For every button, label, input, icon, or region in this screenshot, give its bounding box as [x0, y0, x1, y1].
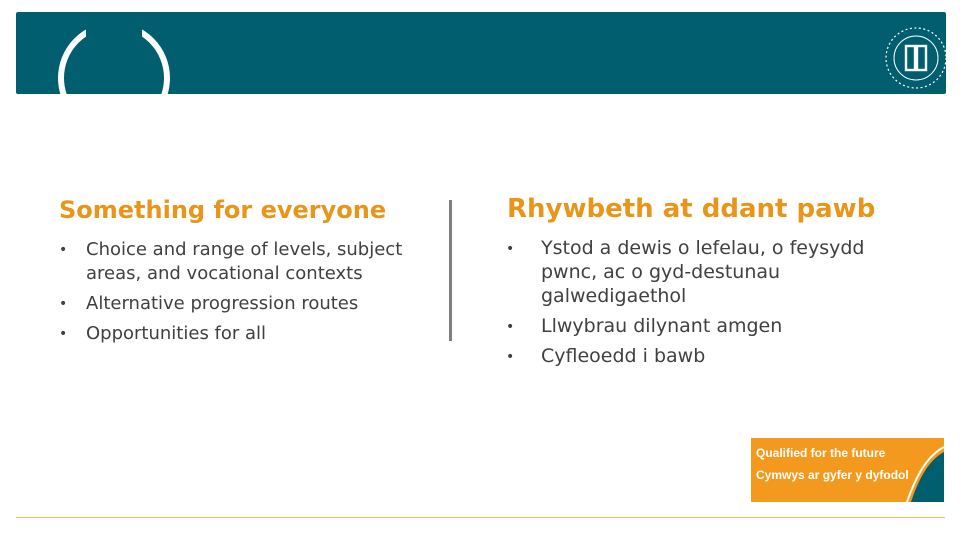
list-item: • Opportunities for all: [59, 323, 267, 344]
list-item: • Llwybrau dilynant amgen: [506, 315, 783, 337]
bullet-dot-icon: •: [59, 296, 68, 312]
bullet-dot-icon: •: [506, 319, 515, 335]
list-item: • Ystod a dewis o lefelau, o feysydd pwnc, ac o gyd-destunau galwedigaethol: [506, 237, 865, 307]
footer-rule: [16, 517, 945, 518]
bullet-dot-icon: •: [59, 326, 68, 342]
bullet-dot-icon: •: [59, 242, 68, 258]
list-item: • Choice and range of levels, subject areas, and vocational contexts: [59, 239, 403, 284]
right-bullet-list: [506, 236, 906, 374]
logo-line-english: Qualified for the future: [756, 446, 886, 460]
list-item: • Cyfleoedd i bawb: [506, 345, 706, 367]
university-seal-icon: [884, 26, 946, 90]
bullet-dot-icon: •: [506, 349, 515, 365]
bullet-dot-icon: •: [506, 241, 515, 257]
header-banner: [16, 12, 946, 94]
list-item: • Alternative progression routes: [59, 293, 359, 314]
qualified-for-the-future-logo: [751, 438, 944, 502]
left-heading: Something for everyone: [59, 196, 387, 224]
column-divider: [449, 200, 452, 341]
swoosh-icon: [751, 438, 944, 502]
logo-line-welsh: Cymwys ar gyfer y dyfodol: [756, 468, 909, 482]
left-bullet-list: [59, 238, 439, 352]
crest-mask: [86, 12, 142, 94]
right-heading: Rhywbeth at ddant pawb: [507, 194, 876, 224]
